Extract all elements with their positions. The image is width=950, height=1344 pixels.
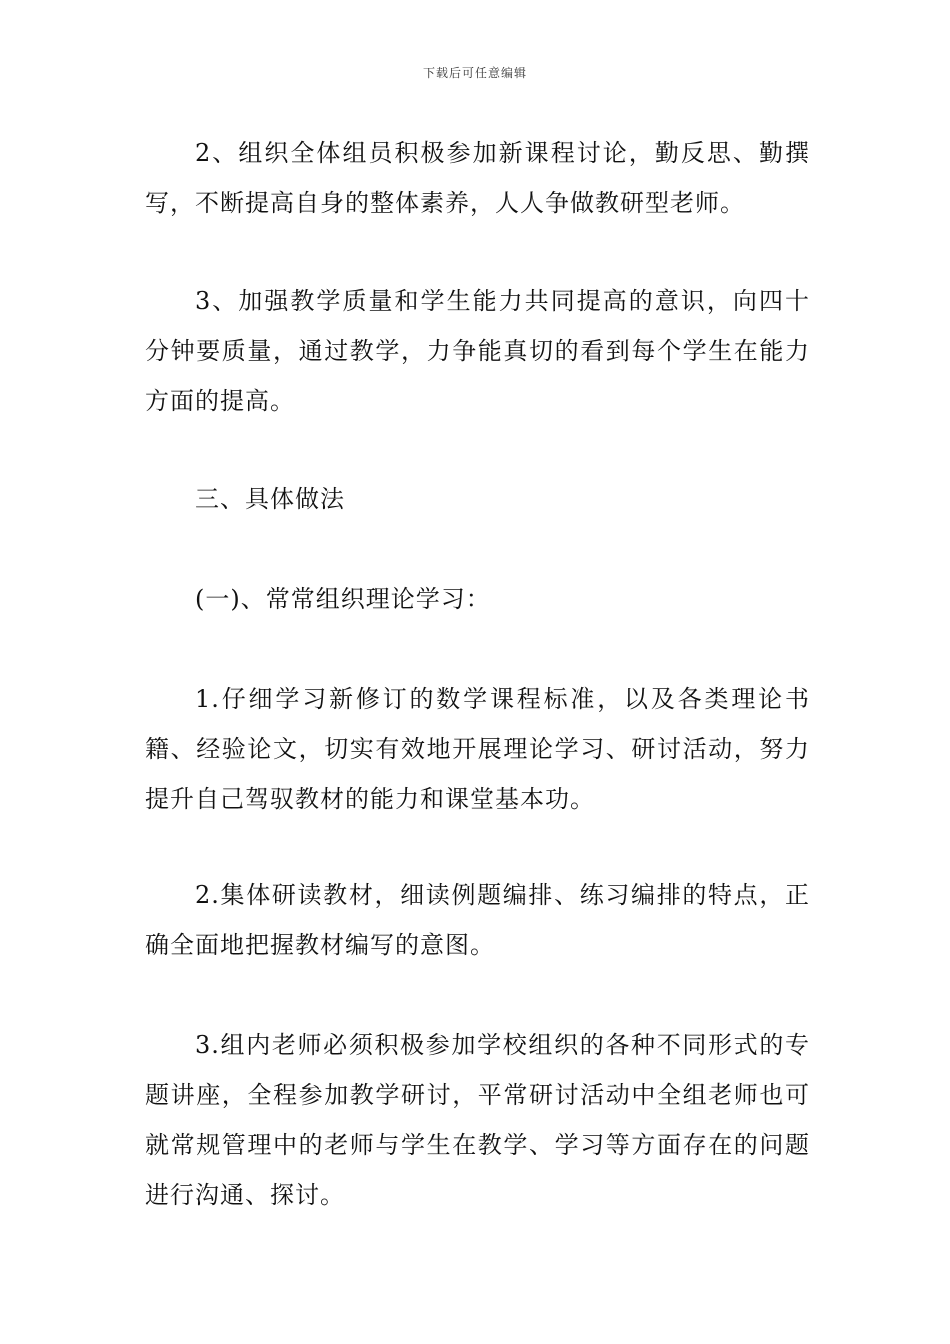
paragraph-goal-2: 2、组织全体组员积极参加新课程讨论，勤反思、勤撰写，不断提高自身的整体素养，人人争做教研型老师。 xyxy=(145,139,810,217)
paragraph-item-3: 3.组内老师必须积极参加学校组织的各种不同形式的专题讲座，全程参加教学研讨，平常研讨活动中全组老师也可就常规管理中的老师与学生在教学、学习等方面存在的问题进行沟通、探讨。 xyxy=(145,1031,810,1209)
section-heading-methods: 三、具体做法 xyxy=(195,485,345,513)
paragraph-item-1: 1.仔细学习新修订的数学课程标准，以及各类理论书籍、经验论文，切实有效地开展理论学习、研讨活动，努力提升自己驾驭教材的能力和课堂基本功。 xyxy=(145,685,810,813)
paragraph-goal-3: 3、加强教学质量和学生能力共同提高的意识，向四十分钟要质量，通过教学，力争能真切的看到每个学生在能力方面的提高。 xyxy=(145,287,810,415)
page-header: 下载后可任意编辑 xyxy=(422,66,527,80)
subsection-heading-theory-study: (一)、常常组织理论学习： xyxy=(195,585,491,613)
paragraph-item-2: 2.集体研读教材，细读例题编排、练习编排的特点，正确全面地把握教材编写的意图。 xyxy=(145,881,810,959)
